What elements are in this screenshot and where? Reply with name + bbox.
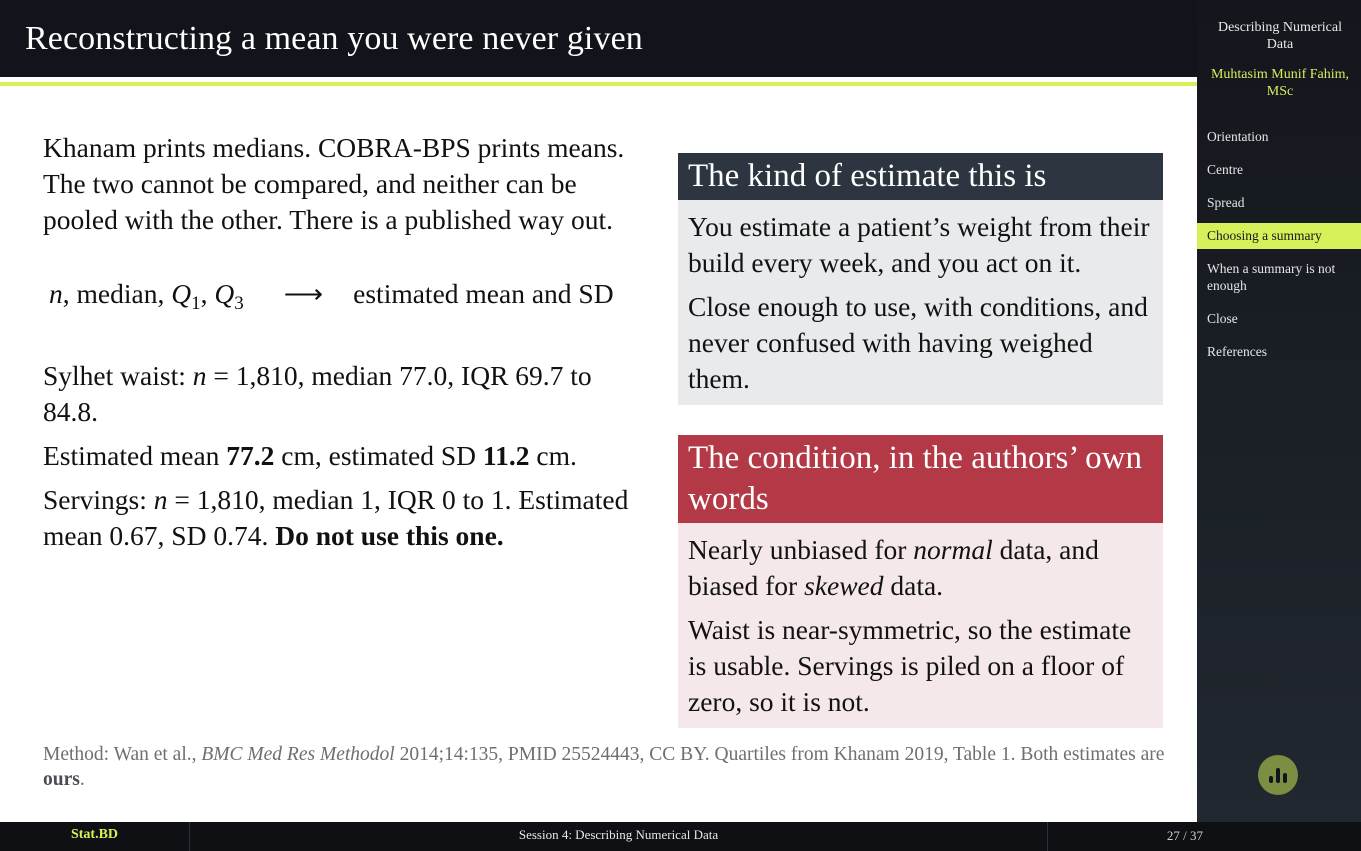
intro-paragraph: Khanam prints medians. COBRA-BPS prints means. The two cannot be compared, and neither can be pooled with the other. There is a published way out.: [43, 132, 625, 235]
condition-text-b: data, and biased for: [688, 534, 1099, 601]
sylhet-n: n: [192, 360, 207, 391]
estimate-post: cm.: [529, 440, 577, 471]
slide-header: [0, 0, 1197, 77]
sidebar-item-spread[interactable]: Spread: [1207, 195, 1245, 210]
servings-label: Servings:: [43, 484, 154, 515]
callout-condition-title: The condition, in the authors’ own words: [678, 435, 1163, 523]
formula-median: , median,: [62, 278, 172, 309]
estimate-mid: cm, estimated SD: [274, 440, 483, 471]
callout-estimate-kind: [678, 153, 1163, 405]
servings-warning: Do not use this one.: [275, 520, 504, 551]
slide-title: Reconstructing a mean you were never given: [25, 20, 643, 57]
formula-output: estimated mean and SD: [353, 278, 614, 309]
formula-arrow: ⟶: [283, 278, 324, 309]
sidebar-item-close[interactable]: Close: [1207, 311, 1238, 326]
condition-skewed: skewed: [804, 570, 884, 601]
slide-footer: [0, 822, 1361, 851]
sidebar: [1197, 0, 1361, 822]
sylhet-values: = 1,810, median 77.0, IQR 69.7 to 84.8.: [43, 360, 592, 427]
callout-condition: [678, 435, 1163, 728]
callout-estimate-kind-body: [678, 200, 1163, 405]
note-journal: BMC Med Res Methodol: [201, 744, 395, 765]
author-name: Muhtasim Munif Fahim, MSc: [1210, 67, 1350, 99]
servings-n: n: [153, 484, 168, 515]
servings-paragraph: [43, 482, 643, 554]
note-text-c: .: [79, 769, 85, 790]
servings-values: = 1,810, median 1, IQR 0 to 1. Estimated mean 0.67, SD 0.74.: [43, 484, 629, 551]
footer-brand[interactable]: Stat.BD: [0, 822, 190, 851]
note-text-b: 2014;14:135, PMID 25524443, CC BY. Quartiles from Khanam 2019, Table 1. Both estimates are: [394, 744, 1165, 765]
condition-normal: normal: [913, 534, 993, 565]
sidebar-item-orientation[interactable]: Orientation: [1207, 129, 1269, 144]
bar-chart-icon: [1267, 766, 1289, 784]
sylhet-label: Sylhet waist:: [43, 360, 193, 391]
footer-page-number: 27 / 37: [1166, 828, 1203, 843]
condition-text-a: Nearly unbiased for: [688, 534, 914, 565]
formula-comma: ,: [200, 278, 215, 309]
condition-text-c: data.: [883, 570, 944, 601]
formula-n: n: [49, 278, 63, 309]
sidebar-item-when-summary-not-enough[interactable]: When a summary is not enough: [1207, 261, 1336, 293]
main-content: [43, 130, 643, 554]
sidebar-item-references[interactable]: References: [1207, 344, 1267, 359]
callout-estimate-kind-p2: Close enough to use, with conditions, and never confused with having weighed them.: [688, 291, 1148, 394]
sidebar-item-choosing-a-summary[interactable]: Choosing a summary: [1197, 223, 1361, 249]
callout-estimate-kind-title: The kind of estimate this is: [678, 153, 1163, 200]
source-note: [43, 742, 1173, 792]
sidebar-nav: [1197, 124, 1361, 372]
estimate-pre: Estimated mean: [43, 440, 227, 471]
callout-condition-p1: [688, 532, 1153, 604]
formula-inputs: [43, 276, 244, 322]
header-accent-rule: [0, 82, 1197, 86]
formula-line: [43, 276, 643, 322]
footer-session-title: Session 4: Describing Numerical Data: [190, 822, 1048, 851]
estimate-paragraph: [43, 438, 643, 474]
formula-q1-sub: 1: [191, 293, 201, 314]
sylhet-paragraph: [43, 358, 643, 430]
note-text-a: Method: Wan et al.,: [43, 744, 202, 765]
formula-q3-sub: 3: [234, 293, 244, 314]
callout-estimate-kind-p1: You estimate a patient’s weight from their build every week, and you act on it.: [688, 211, 1150, 278]
chart-menu-button[interactable]: [1258, 755, 1298, 795]
note-ours: ours: [43, 769, 80, 790]
sidebar-item-centre[interactable]: Centre: [1207, 162, 1243, 177]
estimated-mean-value: 77.2: [226, 440, 275, 471]
deck-title: Describing Numerical Data: [1217, 20, 1342, 52]
formula-q1: Q: [171, 278, 192, 309]
callout-condition-p2: Waist is near-symmetric, so the estimate is usable. Servings is piled on a floor of zero, so it is not.: [688, 614, 1132, 717]
callout-condition-body: [678, 523, 1163, 728]
estimated-sd-value: 11.2: [482, 440, 530, 471]
formula-q3: Q: [214, 278, 235, 309]
